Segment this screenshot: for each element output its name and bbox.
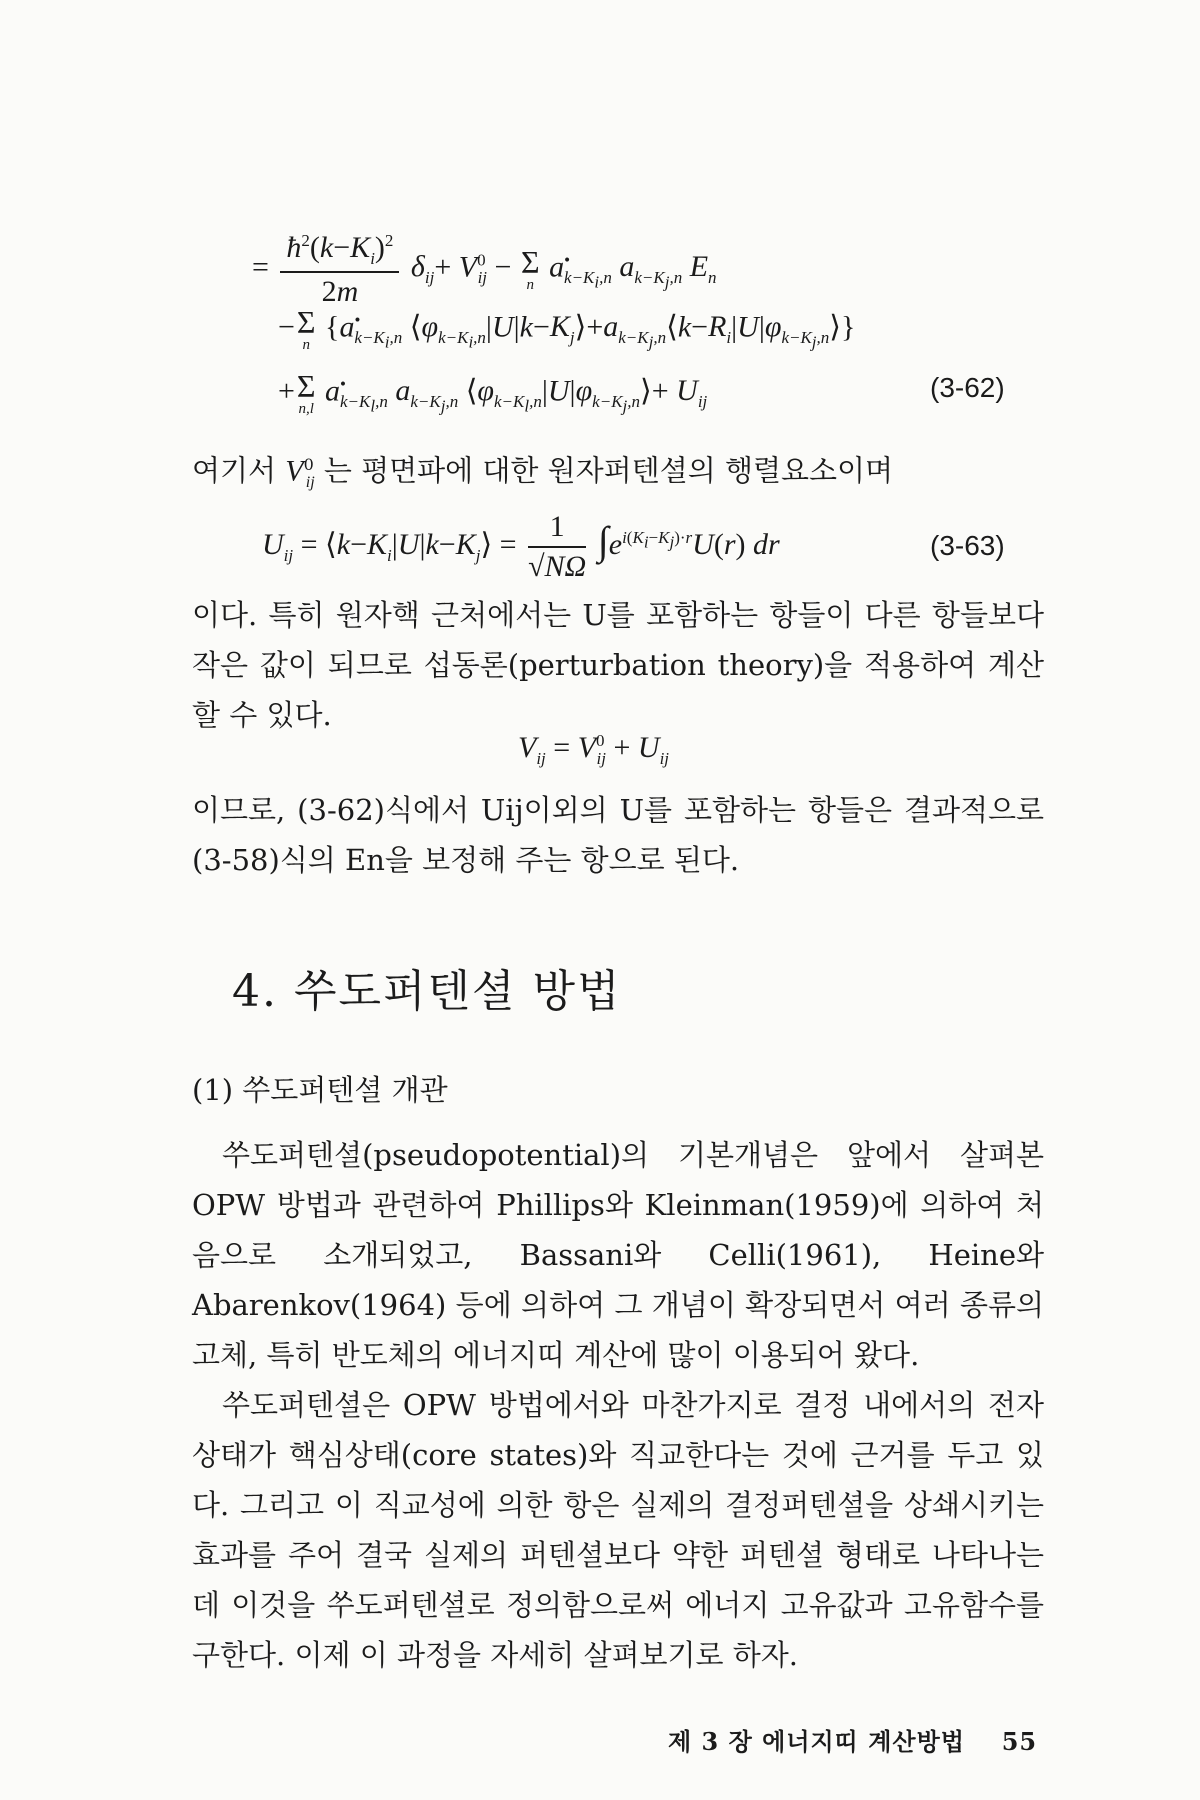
paragraph-pseudopotential-history: 쑤도퍼텐셜(pseudopotential)의 기본개념은 앞에서 살펴본 OPW 방법과 관련하여 Phillips와 Kleinman(1959)에 의하여 처음으로 소개되었고, Bassani와 Celli(1961), Heine와 Abarenkov(1964) 등에 의하여 그 개념이 확장되면서 여러 종류의 고체, 특히 반도체의 에너지띠 계산에 많이 이용되어 왔다.: [192, 1138, 1044, 1372]
equation-number-3-62: (3-62): [930, 372, 1005, 403]
paragraph-correction: 이므로, (3-62)식에서 Uij이외의 U를 포함하는 항들은 결과적으로 (3-58)식의 En을 보정해 주는 항으로 된다.: [192, 793, 1044, 877]
subsection-heading: (1) 쑤도퍼텐셜 개관: [192, 1073, 448, 1107]
running-head: 제 3 장 에너지띠 계산방법: [668, 1727, 965, 1756]
equation-3-63: $U_{ij}$ = $⟨k-K_i|U|k-K_j⟩$ = $\frac{1}{√N\Omega}$ $\int e^{i(K_i-K_j)\cdot r}U(r)$ dr: [262, 510, 780, 583]
page-footer: [668, 1722, 1037, 1757]
equation-vij-sum: $V_{ij} = V^0_{ij} + U_{ij}$: [518, 731, 670, 768]
equation-3-62-line1: = $\frac{ħ^2(k-K_i)^2}{2m}$ $\delta_{ij}+ V^0_{ij}$ − Σ n $a^•_{k-K_i,n}$ $a_{k-K_j,n}$ $E_n$: [252, 231, 717, 308]
paragraph-perturbation: 이다. 특히 원자핵 근처에서는 U를 포함하는 항들이 다른 항들보다 작은 값이 되므로 섭동론(perturbation theory)을 적용하여 계산할 수 있다.: [192, 598, 1044, 732]
equation-3-62-line3: + Σ n,l $a^•_{k-K_l,n}$ $a_{k-K_j,n}$ $⟨\varphi_{k-K_l,n}|U|\varphi_{k-K_j,n}⟩+ U_{ij}$: [278, 368, 708, 417]
section-heading: 4. 쑤도퍼텐셜 방법: [232, 966, 622, 1017]
text-here: 여기서: [192, 453, 277, 488]
text-matrix-element: 는 평면파에 대한 원자퍼텐셜의 행렬요소이며: [323, 453, 894, 488]
equation-number-3-63: (3-63): [930, 530, 1005, 561]
paragraph-vij-definition: 여기서 $V^0_{ij}$ 는 평면파에 대한 원자퍼텐셜의 행렬요소이며: [192, 453, 894, 492]
paragraph-pseudopotential-concept: 쑤도퍼텐셜은 OPW 방법에서와 마찬가지로 결정 내에서의 전자상태가 핵심상태(core states)와 직교한다는 것에 근거를 두고 있다. 그리고 이 직교성에 의한 항은 실제의 결정퍼텐셜을 상쇄시키는 효과를 주어 결국 실제의 퍼텐셜보다 약한 퍼텐셜 형태로 나타나는데 이것을 쑤도퍼텐셜로 정의함으로써 에너지 고유값과 고유함수를 구한다. 이제 이 과정을 자세히 살펴보기로 하자.: [192, 1388, 1044, 1672]
equation-3-62-line2: − Σ n {$a^•_{k-K_i,n}$ $⟨\varphi_{k-K_i,n}|U|k-K_j⟩+a_{k-K_j,n}⟨k-R_i|U|\varphi_{k-K_j,n}⟩$}: [278, 304, 856, 353]
page-number: 55: [1001, 1727, 1038, 1756]
